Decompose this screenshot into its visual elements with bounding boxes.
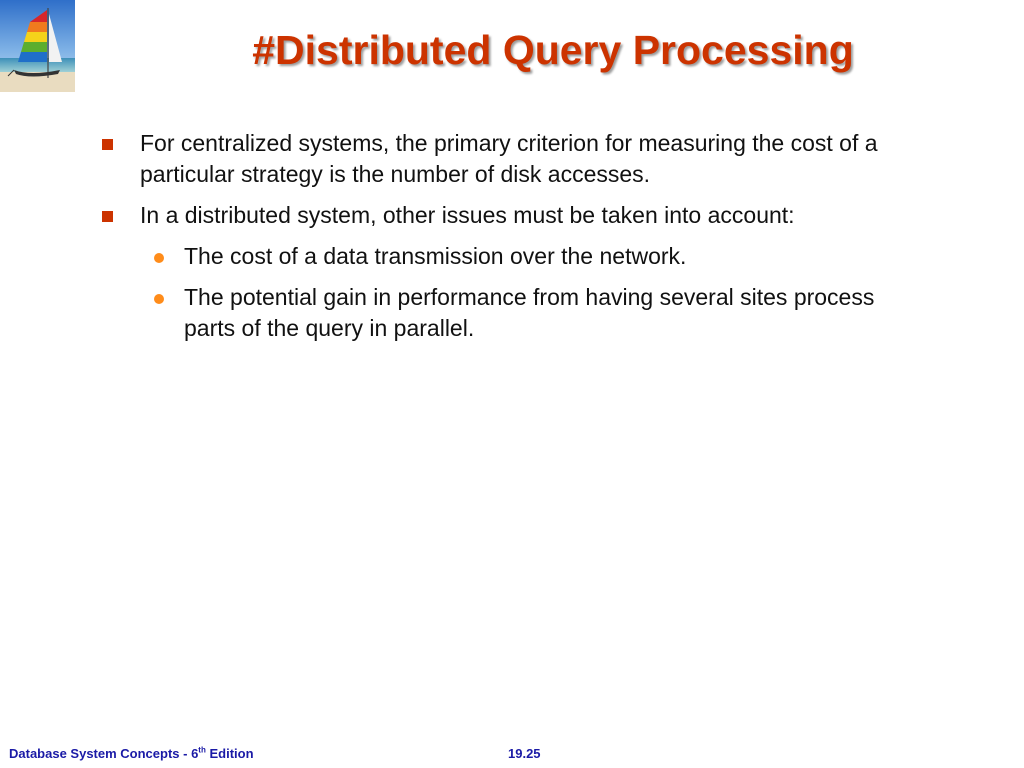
footer-book-sup: th <box>198 745 206 755</box>
footer-book-prefix: Database System Concepts - 6 <box>9 746 199 761</box>
page-number: 19.25 <box>508 746 541 761</box>
square-bullet-icon <box>102 139 113 150</box>
sub-bullet-text: The cost of a data transmission over the network. <box>184 243 687 269</box>
bullet-text: In a distributed system, other issues must be taken into account: <box>140 202 795 228</box>
footer-book-suffix: Edition <box>205 746 254 761</box>
slide-content <box>102 128 922 354</box>
sailboat-logo-icon <box>0 0 75 92</box>
dot-bullet-icon <box>154 294 164 304</box>
sub-bullet-item <box>146 241 922 272</box>
bullet-item <box>102 200 922 231</box>
bullet-text: For centralized systems, the primary criterion for measuring the cost of a particular strategy is the number of disk accesses. <box>140 130 878 187</box>
bullet-item <box>102 128 922 190</box>
dot-bullet-icon <box>154 253 164 263</box>
slide-title: #Distributed Query Processing <box>252 27 854 73</box>
square-bullet-icon <box>102 211 113 222</box>
sub-bullet-text: The potential gain in performance from having several sites process parts of the query in parallel. <box>184 284 875 341</box>
sub-bullet-item <box>146 282 922 344</box>
footer-book-title <box>9 746 254 761</box>
